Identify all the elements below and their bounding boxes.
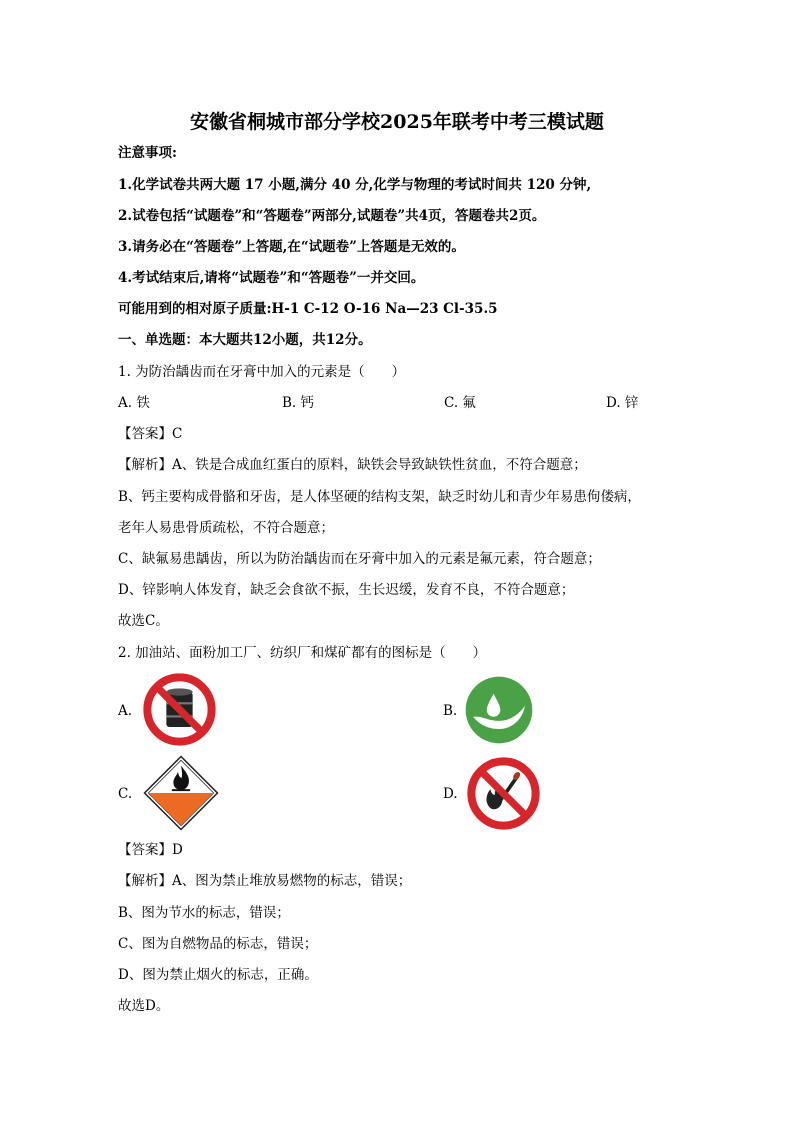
section-heading: 一、单选题：本大题共12小题，共12分。 xyxy=(118,332,372,348)
q1-option-d: D. 锌 xyxy=(606,395,639,411)
q1-option-b: B. 钙 xyxy=(282,395,315,411)
spontaneous-combustion-icon xyxy=(143,755,219,831)
notice-item-1: 1.化学试卷共两大题 17 小题,满分 40 分,化学与物理的考试时间共 120 分钟, xyxy=(118,177,592,193)
q1-answer: 【答案】C xyxy=(118,426,183,442)
q2-analysis-line-3: C、图为自燃物品的标志，错误； xyxy=(118,936,318,952)
q2-option-b-label: B. xyxy=(443,703,458,719)
question-2-stem: 2. 加油站、面粉加工厂、纺织厂和煤矿都有的图标是（ ） xyxy=(118,645,487,661)
no-flammable-storage-icon xyxy=(143,673,216,746)
q2-option-d-label: D. xyxy=(443,786,458,802)
q2-analysis-line-2: B、图为节水的标志，错误； xyxy=(118,905,290,921)
q2-analysis-line-1: 【解析】A、图为禁止堆放易燃物的标志，错误； xyxy=(118,873,412,889)
q1-analysis-line-2: B、钙主要构成骨骼和牙齿，是人体坚硬的结构支架，缺乏时幼儿和青少年易患佝偻病， xyxy=(118,489,641,505)
q2-answer: 【答案】D xyxy=(118,842,183,858)
q1-analysis-line-3: 老年人易患骨质疏松，不符合题意； xyxy=(118,520,334,536)
q1-analysis-line-5: D、锌影响人体发育，缺乏会食欲不振，生长迟缓，发育不良，不符合题意； xyxy=(118,582,575,598)
notice-item-4: 4.考试结束后,请将“试题卷”和“答题卷”一并交回。 xyxy=(118,270,425,286)
notice-item-2: 2.试卷包括“试题卷”和“答题卷”两部分,试题卷”共4页，答题卷共2页。 xyxy=(118,208,546,224)
q2-analysis-line-5: 故选D。 xyxy=(118,998,170,1014)
q2-analysis-line-4: D、图为禁止烟火的标志，正确。 xyxy=(118,967,318,983)
page-title: 安徽省桐城市部分学校2025年联考中考三模试题 xyxy=(190,111,604,133)
q2-option-c-label: C. xyxy=(118,786,133,802)
q2-option-a-label: A. xyxy=(118,703,133,719)
water-saving-icon xyxy=(465,676,533,744)
question-1-stem: 1. 为防治龋齿而在牙膏中加入的元素是（ ） xyxy=(118,364,406,380)
atomic-mass-line: 可能用到的相对原子质量:H-1 C-12 O-16 Na—23 Cl-35.5 xyxy=(118,301,498,317)
notice-heading: 注意事项: xyxy=(118,145,177,161)
notice-item-3: 3.请务必在“答题卷”上答题,在“试题卷”上答题是无效的。 xyxy=(118,239,465,255)
q1-option-c: C. 氟 xyxy=(444,395,476,411)
q1-analysis-line-4: C、缺氟易患龋齿，所以为防治龋齿而在牙膏中加入的元素是氟元素，符合题意； xyxy=(118,551,601,567)
q1-option-a: A. 铁 xyxy=(118,395,150,411)
q1-analysis-line-1: 【解析】A、铁是合成血红蛋白的原料，缺铁会导致缺铁性贫血，不符合题意； xyxy=(118,457,587,473)
no-fire-icon xyxy=(467,757,540,830)
q1-analysis-line-6: 故选C。 xyxy=(118,613,169,629)
